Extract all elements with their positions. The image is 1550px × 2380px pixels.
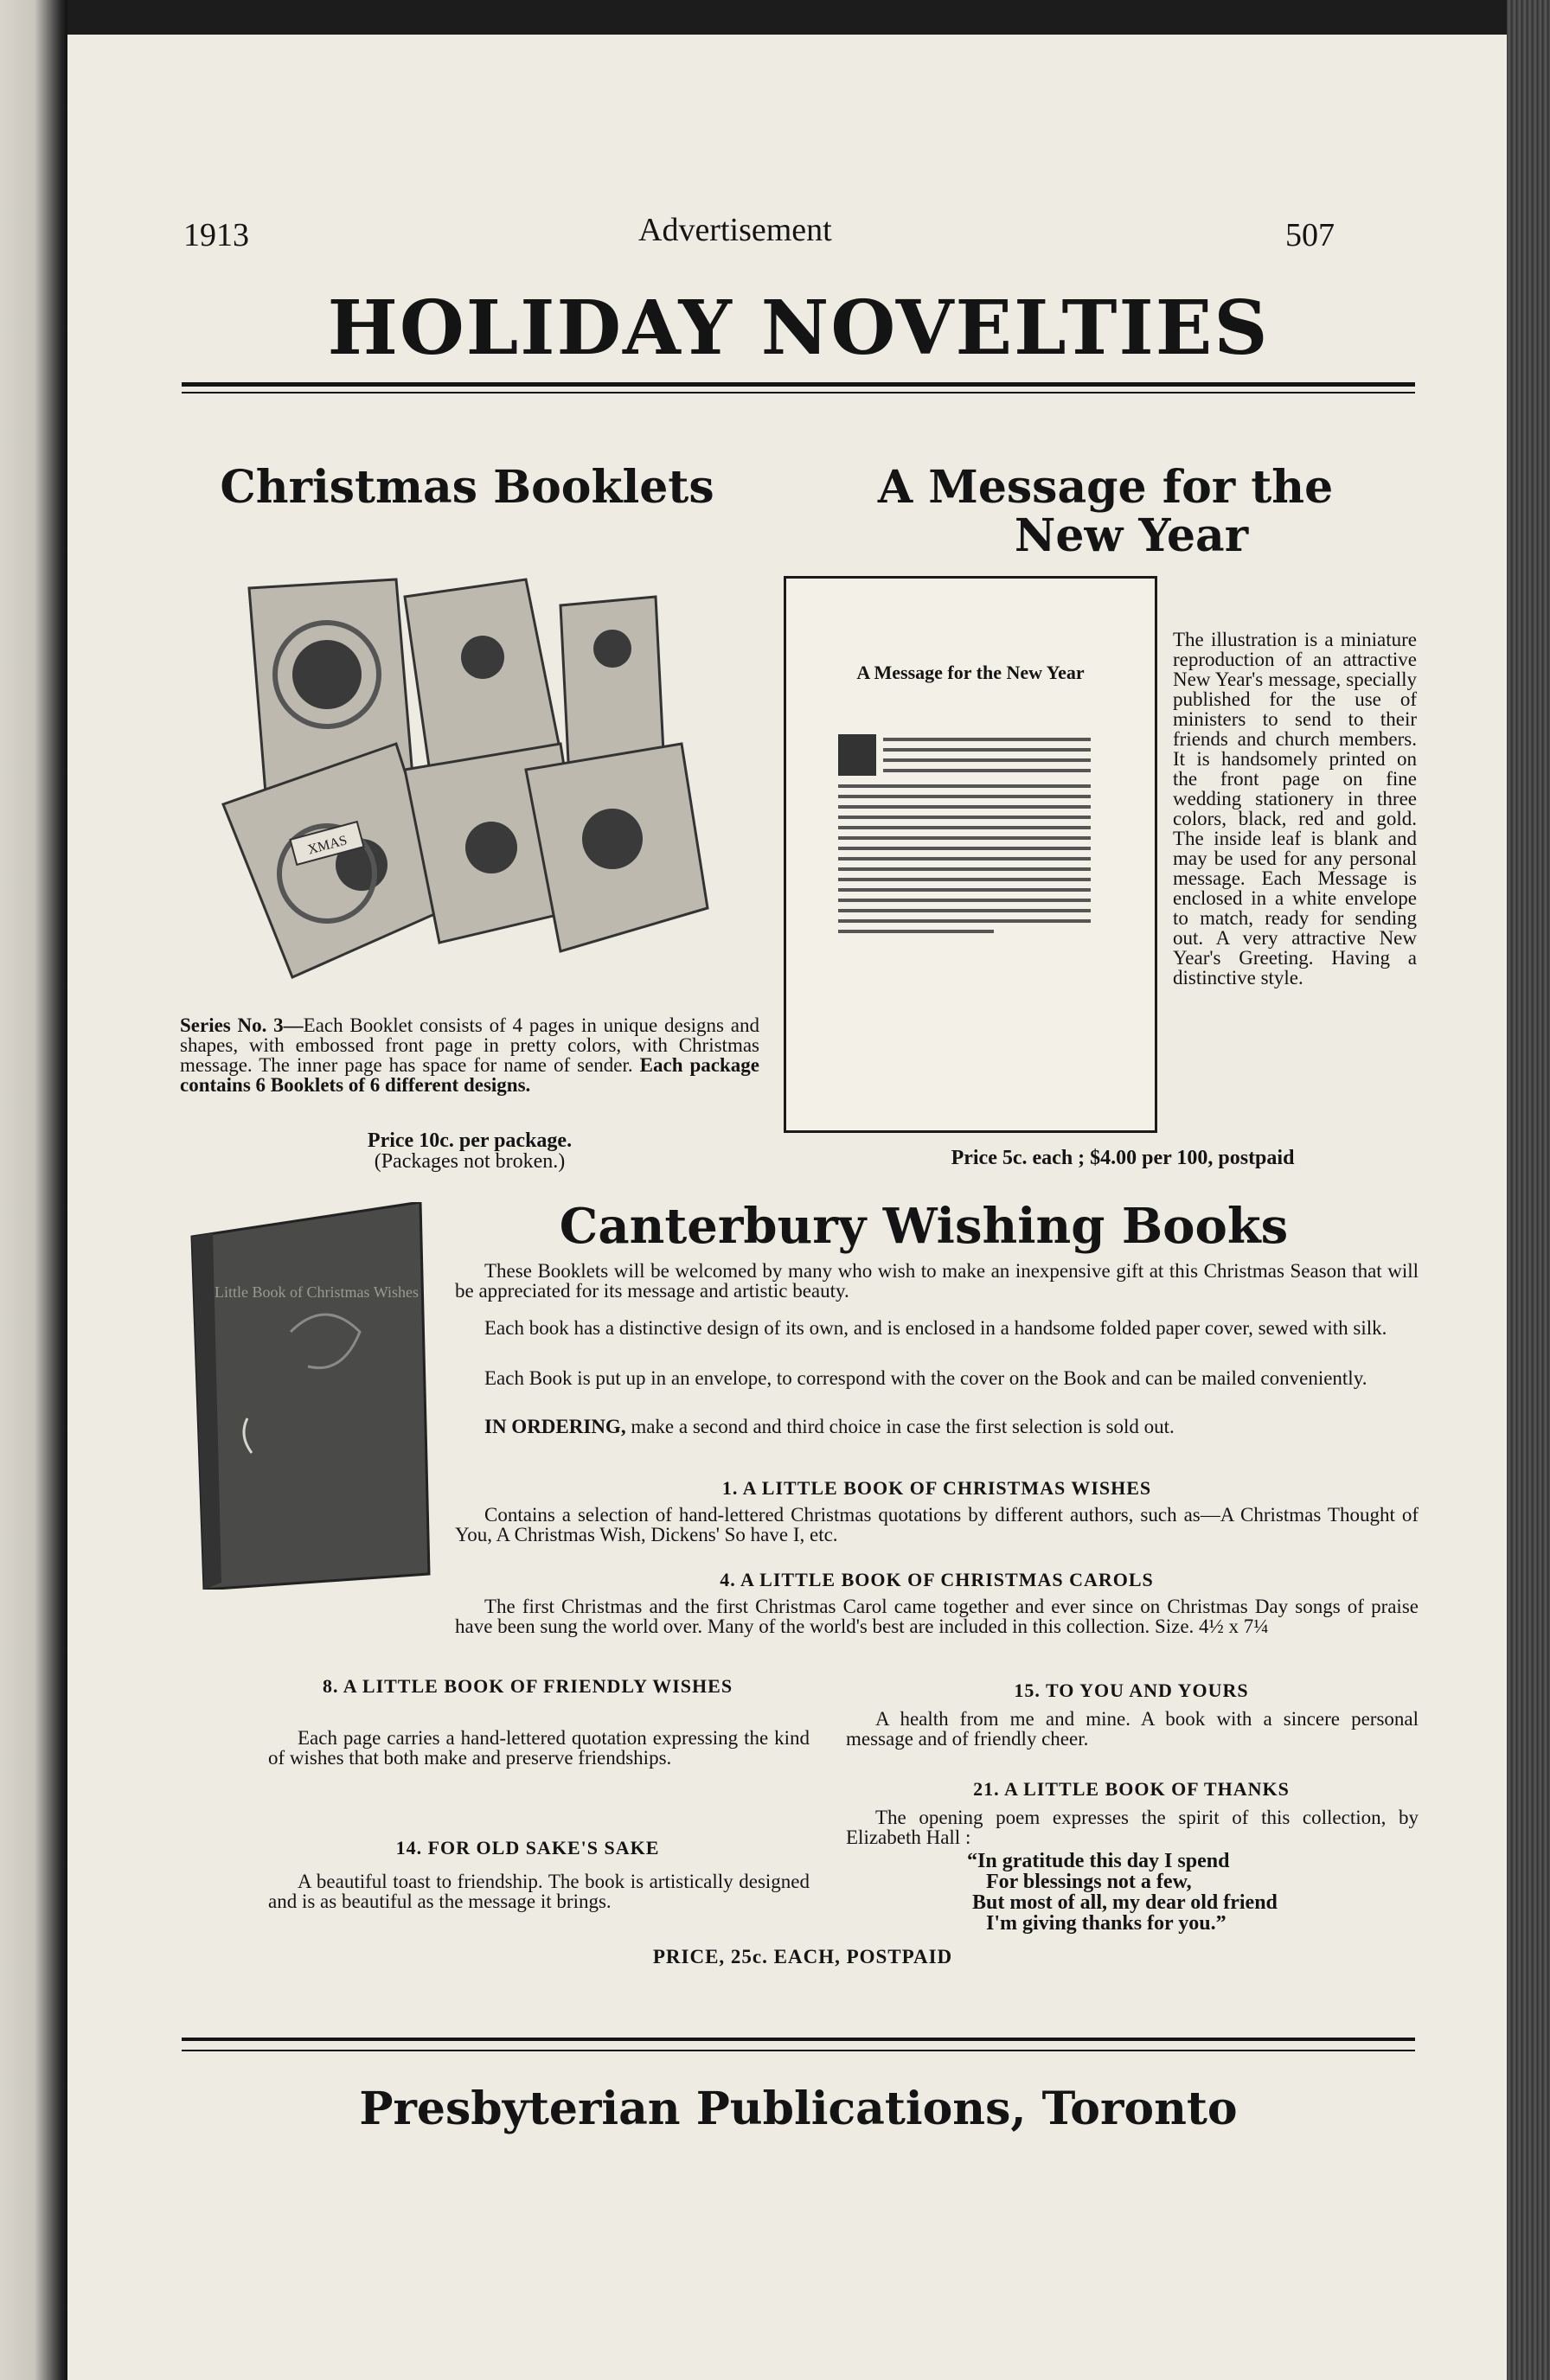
item-8-heading: 8. A LITTLE BOOK OF FRIENDLY WISHES — [322, 1675, 733, 1697]
header-page-number: 507 — [1285, 217, 1335, 253]
headline: HOLIDAY NOVELTIES — [327, 285, 1270, 372]
poem-line-4: I'm giving thanks for you.” — [986, 1912, 1227, 1935]
header-section: Advertisement — [638, 212, 832, 248]
publisher-footer: Presbyterian Publications, Toronto — [359, 2082, 1238, 2135]
new-year-title-line2: New Year — [1014, 509, 1249, 562]
book-cover-title: Little Book of Christmas Wishes — [215, 1283, 419, 1301]
new-year-card — [784, 576, 1157, 1133]
new-year-card-title: A Message for the New Year — [856, 662, 1085, 683]
poem-line-2: For blessings not a few, — [986, 1871, 1192, 1893]
ordering-lead: IN ORDERING, — [484, 1416, 626, 1437]
booklets-series: Series No. 3— — [180, 1014, 304, 1036]
headline-rule-thick — [182, 382, 1415, 387]
headline-rule-thin — [182, 392, 1415, 393]
booklets-description — [180, 1015, 759, 1095]
new-year-card-text-block — [838, 734, 1098, 950]
booklets-illustration — [197, 545, 725, 995]
item-8-text: Each page carries a hand-lettered quotation expressing the kind of wishes that both make and preserve friendships. — [268, 1727, 810, 1769]
poem-line-3: But most of all, my dear old friend — [972, 1891, 1278, 1914]
page-edge — [1507, 0, 1550, 2380]
item-14-heading: 14. FOR OLD SAKE'S SAKE — [395, 1837, 660, 1859]
canterbury-p2: Each book has a distinctive design of its own, and is enclosed in a handsome folded paper cover, sewed with silk. — [484, 1317, 1387, 1339]
item-1-text: Contains a selection of hand-lettered Christmas quotations by different authors, such as—A Christmas Thought of You, A Christmas Wish, Dickens' So have I, etc. — [455, 1504, 1419, 1545]
canterbury-p4 — [455, 1417, 1419, 1436]
booklets-price-note: (Packages not broken.) — [374, 1150, 566, 1173]
item-15-text: A health from me and mine. A book with a sincere personal message and of friendly cheer. — [846, 1708, 1419, 1750]
page — [67, 35, 1507, 2380]
poem-line-1: “In gratitude this day I spend — [967, 1850, 1230, 1872]
christmas-booklets-title: Christmas Booklets — [220, 461, 714, 514]
canterbury-p1: These Booklets will be welcomed by many who wish to make an inexpensive gift at this Christmas Season that will be appreciated for its message and artistic beauty. — [455, 1260, 1419, 1302]
item-1-heading: 1. A LITTLE BOOK OF CHRISTMAS WISHES — [721, 1477, 1152, 1499]
item-4-text: The first Christmas and the first Christmas Carol came together and ever since on Christmas Day songs of praise have been sung the world over. Many of the world's best are included in this collection. Size. 4½ x 7¼ — [455, 1596, 1419, 1637]
item-4-heading: 4. A LITTLE BOOK OF CHRISTMAS CAROLS — [720, 1569, 1154, 1590]
canterbury-p3: Each Book is put up in an envelope, to correspond with the cover on the Book and can be mailed conveniently. — [484, 1367, 1367, 1389]
new-year-description: The illustration is a miniature reproduction of an attractive New Year's message, specially published for the use of ministers to send to their friends and church members. It is handsomely printed on the front page on fine wedding stationery in three colors, black, red and gold. The inside leaf is blank and may be used for any personal message. Each Message is enclosed in a white envelope to match, ready for sending out. A very attractive New Year's Greeting. Having a distinctive style. — [1173, 629, 1417, 988]
booklets-desc: Each Booklet consists of 4 pages in unique designs and shapes, with embossed front page in pretty colors, with Christmas message. The inner page has space for name of sender. — [180, 1014, 759, 1076]
footer-rule-thin — [182, 2050, 1415, 2051]
booklets-price: Price 10c. per package. — [367, 1129, 573, 1152]
ordering-text: make a second and third choice in case the first selection is sold out. — [625, 1416, 1175, 1437]
canterbury-title: Canterbury Wishing Books — [559, 1198, 1289, 1255]
canterbury-price: PRICE, 25c. EACH, POSTPAID — [652, 1946, 953, 1967]
item-14-text: A beautiful toast to friendship. The book is artistically designed and is as beautiful as the message it brings. — [268, 1871, 810, 1912]
item-21-heading: 21. A LITTLE BOOK OF THANKS — [973, 1778, 1290, 1800]
header-year: 1913 — [183, 217, 249, 253]
book-gutter — [0, 0, 67, 2380]
new-year-title-line1: A Message for the — [877, 461, 1334, 514]
card-xmas-label: XMAS — [306, 833, 349, 858]
footer-rule-thick — [182, 2038, 1415, 2041]
booklets-package: Each package contains 6 Booklets of 6 different designs. — [180, 1054, 760, 1096]
poem — [967, 1851, 1399, 1934]
item-15-heading: 15. TO YOU AND YOURS — [1014, 1679, 1249, 1701]
item-21-text: The opening poem expresses the spirit of this collection, by Elizabeth Hall : — [846, 1807, 1419, 1848]
canterbury-book-illustration — [187, 1202, 431, 1590]
new-year-price: Price 5c. each ; $4.00 per 100, postpaid — [951, 1147, 1295, 1169]
